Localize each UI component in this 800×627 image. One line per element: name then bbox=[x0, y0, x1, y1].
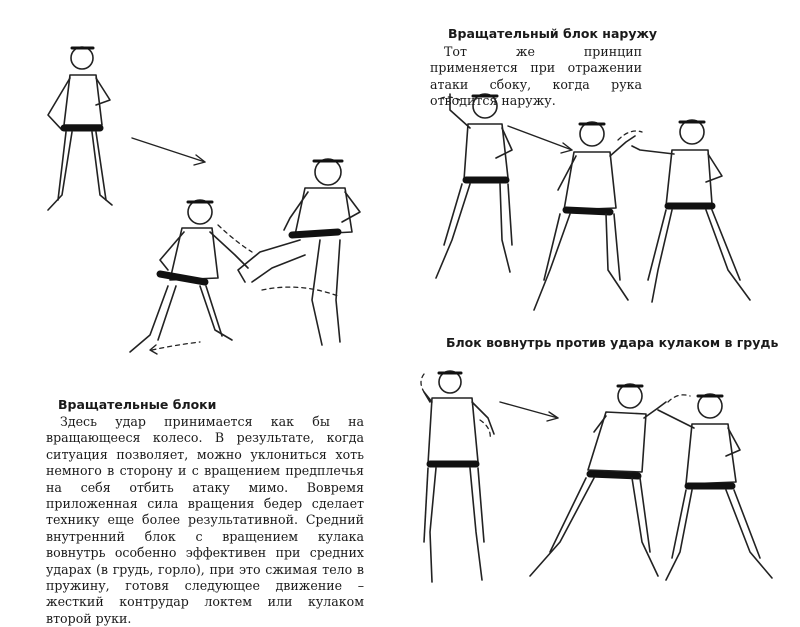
fighter-figure bbox=[130, 200, 248, 352]
illustration-outward-block bbox=[410, 80, 800, 330]
section-text-outward-block: Тот же принцип применяется при отражении атаки сбоку, когда рука отводится наружу. bbox=[430, 44, 642, 109]
fighter-figure bbox=[424, 371, 494, 582]
paragraph: Здесь удар принимается как бы на вращающееся колесо. В результате, когда ситуация позволяет, можно уклониться хоть немного в сторону и с вращением предплечья на себя отбить атаку мимо. Вовремя приложенная сила вращения бедер сделает технику еще более результативной. Средний внутренний блок с вращением кулака вовнутрь особенно эффективен при средних ударах (в грудь, горло), при это сжимая тело в пружину, готовя следующее движение – жесткий контрудар локтем или кулаком второй руки. bbox=[46, 414, 364, 626]
fighter-figure bbox=[436, 94, 512, 278]
illustration-kick-block bbox=[0, 0, 410, 370]
section-text-rotational-blocks bbox=[46, 414, 364, 627]
fighter-figure bbox=[658, 394, 772, 580]
fighter-figure bbox=[534, 122, 635, 310]
fighter-figure bbox=[48, 47, 112, 210]
section-title-outward-block: Вращательный блок наружу bbox=[448, 26, 658, 41]
illustration-inward-block bbox=[410, 352, 800, 592]
fighter-figure bbox=[238, 159, 360, 345]
fighter-figure bbox=[632, 120, 750, 302]
section-title-inward-block: Блок вовнутрь против удара кулаком в грудь bbox=[446, 335, 779, 350]
section-title-rotational-blocks: Вращательные блоки bbox=[58, 397, 217, 412]
